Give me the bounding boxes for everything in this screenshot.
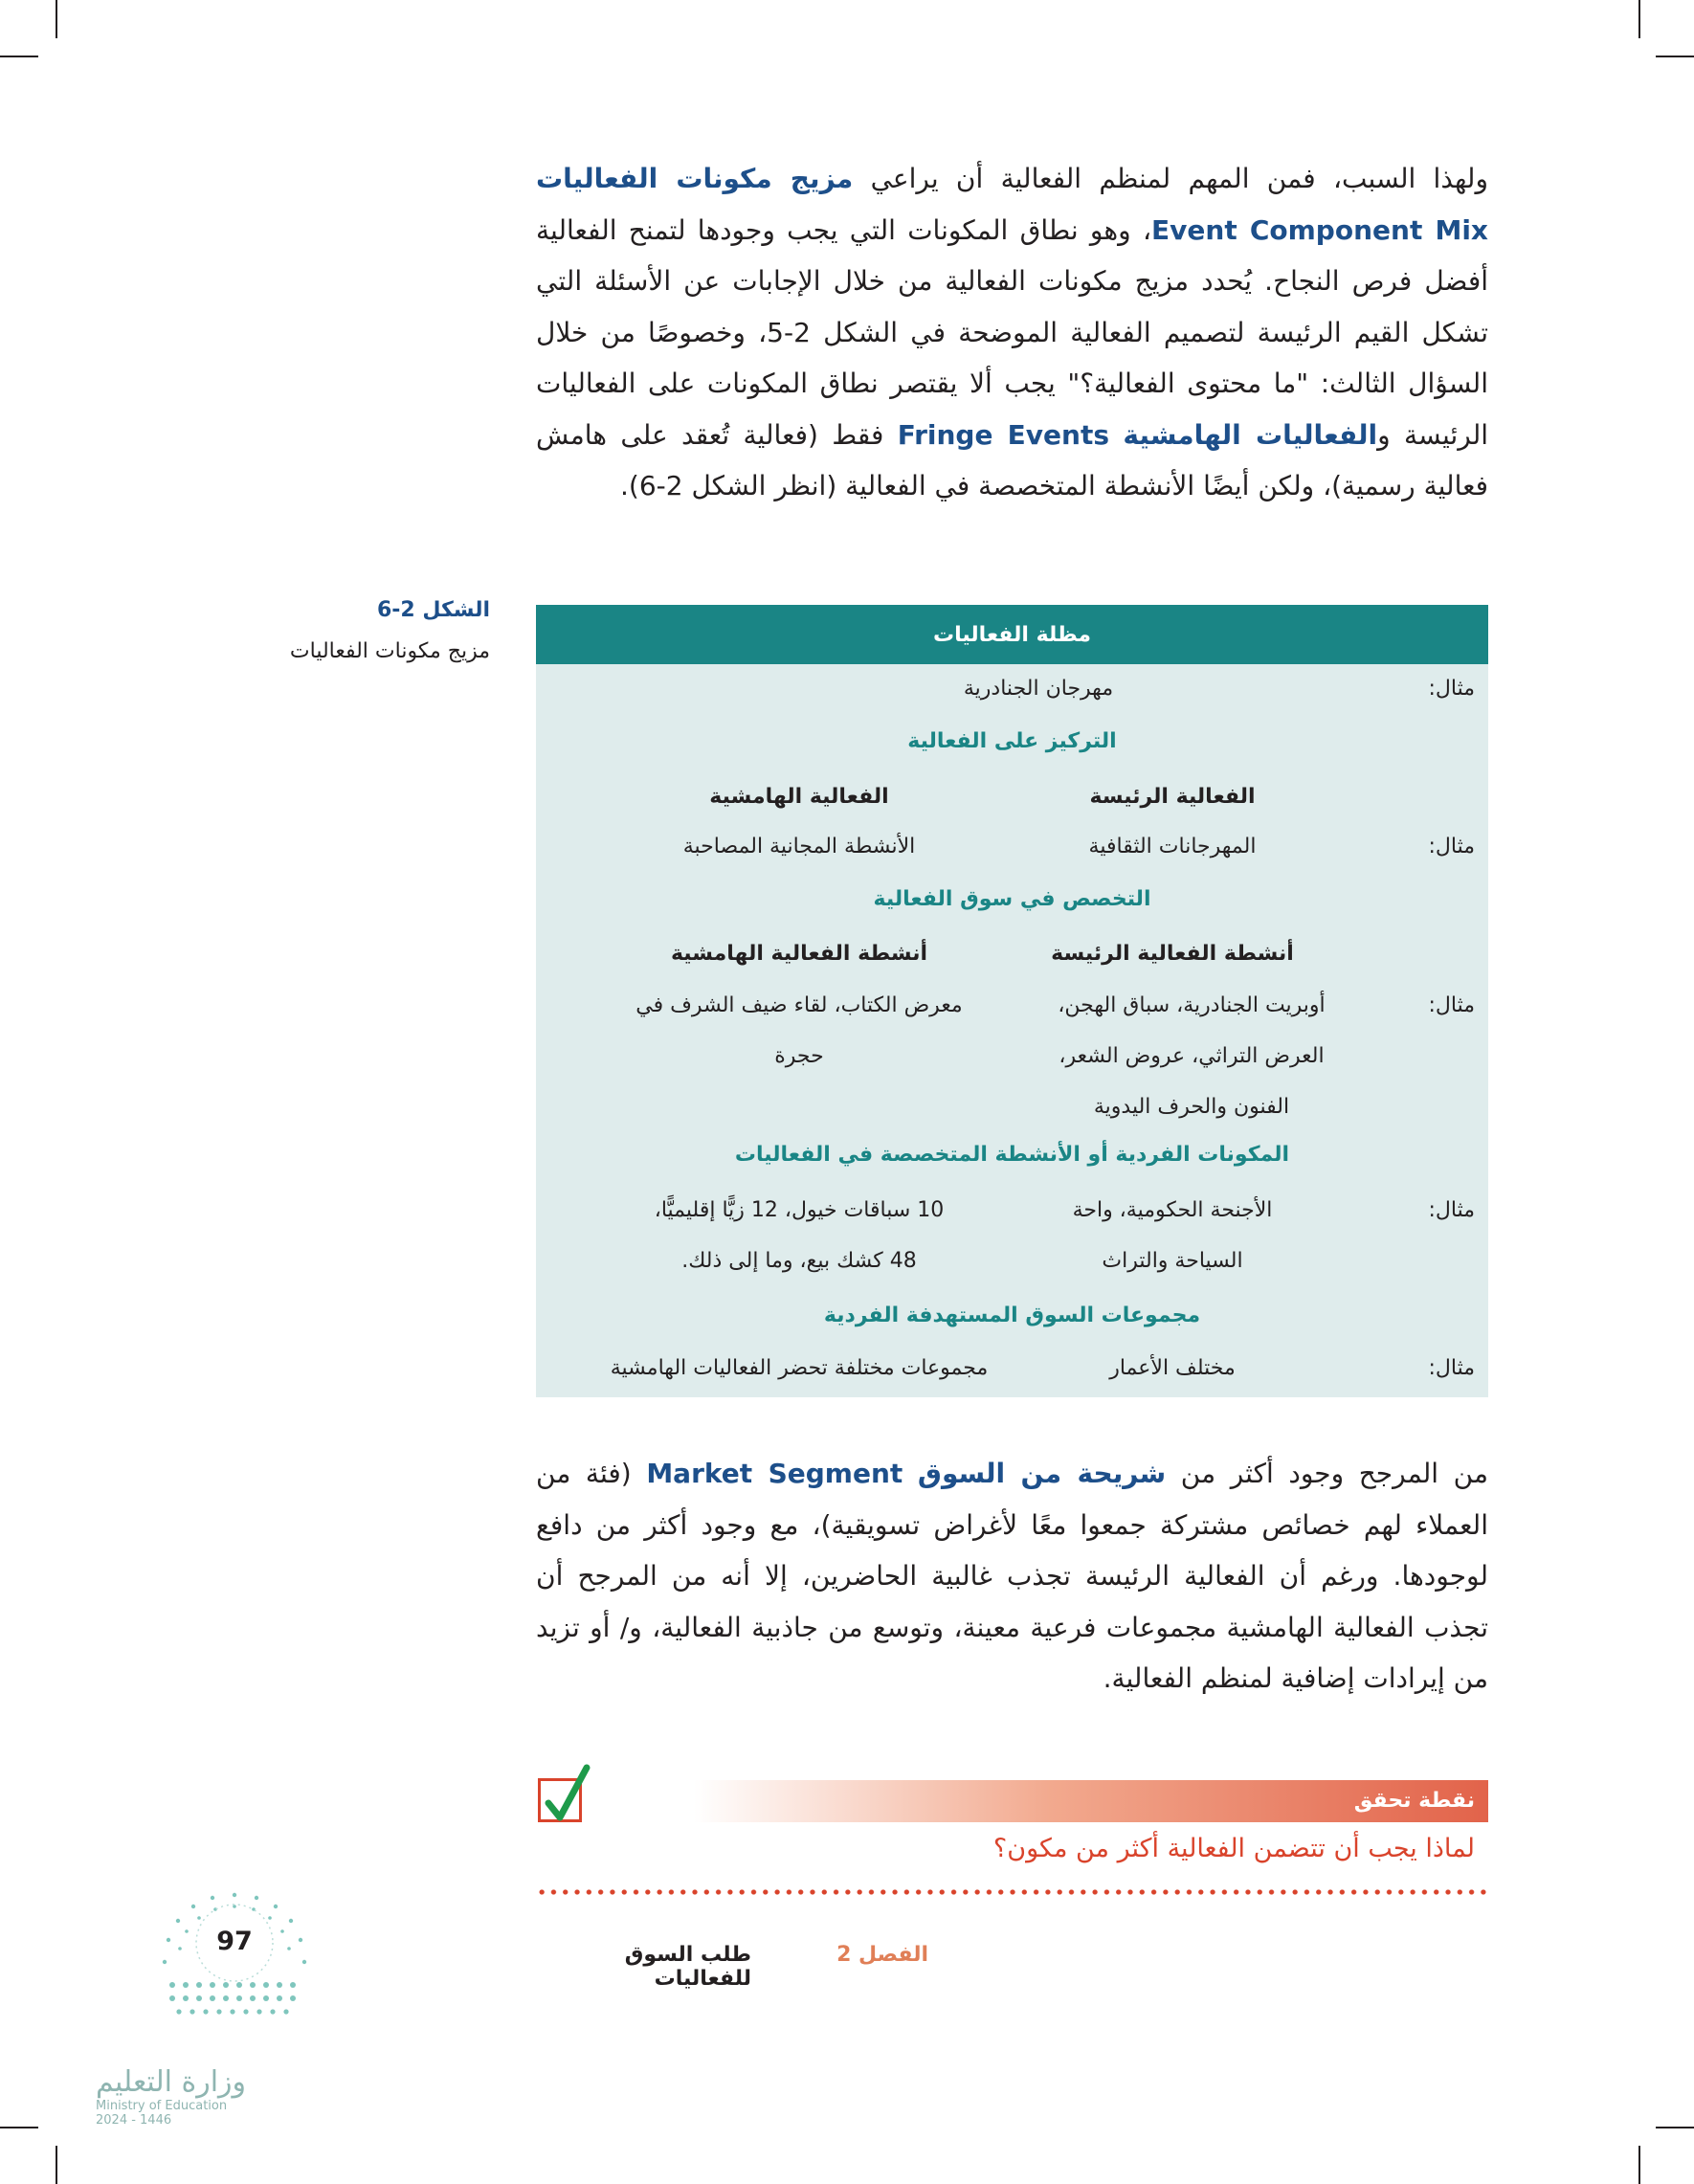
checkpoint-title: نقطة تحقق xyxy=(1353,1789,1475,1813)
paragraph-text: من المرجح وجود أكثر من xyxy=(1166,1458,1488,1489)
paragraph-text: (فئة من العملاء لهم خصائص مشتركة جمعوا معًا لأغراض تسويقية)، مع وجود أكثر من دافع لوجودها. ورغم أن الفعالية الرئيسة تجذب غالبية الحاضرين، إلا أنه من المرجح أن تجذب الفعالية الهامشية مجموعات فرعية معينة، وتوسع من جاذبية الفعالية، و/ أو تزيد من إيرادات إضافية لمنظم الفعالية. xyxy=(536,1458,1488,1694)
crop-mark xyxy=(56,2146,57,2184)
example-label: مثال: xyxy=(1428,1356,1475,1380)
figure-caption xyxy=(220,598,490,663)
component-line: الأجنحة الحكومية، واحة xyxy=(1072,1198,1273,1222)
term-fringe-events-ar: الفعاليات الهامشية xyxy=(1123,418,1378,451)
fringe-activity-line: حجرة xyxy=(774,1044,824,1068)
checkpoint-question: لماذا يجب أن تتضمن الفعالية أكثر من مكون؟ xyxy=(992,1834,1475,1863)
intro-text: ولهذا السبب، فمن المهم لمنظم الفعالية أن يراعي xyxy=(853,163,1488,194)
checkmark-icon xyxy=(538,1778,582,1822)
chapter-title: طلب السوق للفعاليات xyxy=(624,1943,751,1991)
crop-mark xyxy=(56,0,57,38)
ministry-name-ar: وزارة التعليم xyxy=(96,2065,247,2099)
fringe-components-list xyxy=(608,1185,991,1286)
subheader-fringe-activities: أنشطة الفعالية الهامشية xyxy=(670,942,928,966)
example-label: مثال: xyxy=(1428,1198,1475,1222)
main-activity-line: العرض التراثي، عروض الشعر، xyxy=(1059,1044,1325,1068)
example-label: مثال: xyxy=(1428,677,1475,701)
term-fringe-events-en: Fringe Events xyxy=(897,418,1110,451)
dotted-divider xyxy=(536,1889,1488,1895)
intro-paragraph xyxy=(536,153,1488,512)
term-event-component-mix-en: Event Component Mix xyxy=(1151,213,1488,246)
section-market-specialization: التخصص في سوق الفعالية xyxy=(873,887,1151,911)
crop-mark xyxy=(1638,2146,1640,2184)
fringe-event-example: الأنشطة المجانية المصاحبة xyxy=(682,835,916,858)
component-line: 48 كشك بيع، وما إلى ذلك. xyxy=(681,1249,917,1273)
term-market-segment-en: Market Segment xyxy=(646,1458,903,1489)
main-event-example: المهرجانات الثقافية xyxy=(1088,835,1257,858)
page-number: 97 xyxy=(216,1927,253,1956)
component-line: 10 سباقات خيول، 12 زيًّا إقليميًّا، xyxy=(654,1198,945,1222)
term-event-component-mix-ar: مزيج مكونات الفعاليات xyxy=(536,163,854,194)
main-activities-list xyxy=(1019,980,1364,1132)
fringe-activities-list xyxy=(608,980,991,1081)
section-individual-components: المكونات الفردية أو الأنشطة المتخصصة في الفعاليات xyxy=(734,1143,1290,1167)
subheader-main-activities: أنشطة الفعالية الرئيسة xyxy=(1051,942,1294,966)
figure-title: مزيج مكونات الفعاليات xyxy=(289,639,490,663)
chapter-label: الفصل 2 xyxy=(836,1943,928,1967)
ministry-logo xyxy=(96,2065,249,2128)
checkmark-glyph xyxy=(539,1760,596,1827)
crop-mark xyxy=(1638,0,1640,38)
crop-mark xyxy=(1656,2127,1694,2128)
page-number-seal xyxy=(153,1885,316,2048)
intro-text: ، وهو نطاق المكونات التي يجب وجودها لتمنح الفعالية أفضل فرص النجاح. يُحدد مزيج مكونات الفعالية من خلال الإجابات عن الأسئلة التي تشكل القيم الرئيسة لتصميم الفعالية الموضحة في الشكل 2-5، وخصوصًا من خلال السؤال الثالث: "ما محتوى الفعالية؟" يجب ألا يقتصر نطاق المكونات على الفعاليات الرئيسة و xyxy=(536,213,1489,451)
checkpoint-bar xyxy=(694,1780,1488,1822)
example-label: مثال: xyxy=(1428,835,1475,858)
subheader-main-event: الفعالية الرئيسة xyxy=(1089,785,1256,809)
umbrella-example: مهرجان الجنادرية xyxy=(963,677,1114,701)
checkpoint-box xyxy=(536,1759,1488,1903)
component-line: السياحة والتراث xyxy=(1102,1249,1243,1273)
market-segment-paragraph xyxy=(536,1448,1488,1705)
example-label: مثال: xyxy=(1428,993,1475,1017)
main-activity-line: أوبريت الجنادرية، سباق الهجن، xyxy=(1058,993,1326,1017)
ministry-name-en: Ministry of Education xyxy=(96,2099,228,2113)
main-components-list xyxy=(1029,1185,1316,1286)
main-activity-line: الفنون والحرف اليدوية xyxy=(1093,1095,1290,1119)
page-footer xyxy=(536,1937,1488,1991)
main-segment-example: مختلف الأعمار xyxy=(1109,1356,1236,1380)
crop-mark xyxy=(0,56,38,57)
subheader-fringe-event: الفعالية الهامشية xyxy=(709,785,889,809)
diagram-header: مظلة الفعاليات xyxy=(536,605,1488,664)
crop-mark xyxy=(0,2127,38,2128)
event-component-mix-diagram xyxy=(536,605,1488,1397)
figure-label: الشكل 2-6 xyxy=(376,598,490,622)
ministry-year: 2024 - 1446 xyxy=(96,2113,172,2128)
fringe-segment-example: مجموعات مختلفة تحضر الفعاليات الهامشية xyxy=(610,1356,989,1380)
intro-text: فقط (فعالية تُعقد على هامش فعالية رسمية)، ولكن أيضًا الأنشطة المتخصصة في الفعالية (انظر الشكل 2-6). xyxy=(536,418,1488,501)
fringe-activity-line: معرض الكتاب، لقاء ضيف الشرف في xyxy=(635,993,963,1017)
section-target-segments: مجموعات السوق المستهدفة الفردية xyxy=(823,1304,1201,1327)
section-event-focus: التركيز على الفعالية xyxy=(907,729,1117,753)
term-market-segment-ar: شريحة من السوق xyxy=(917,1458,1167,1489)
crop-mark xyxy=(1656,56,1694,57)
